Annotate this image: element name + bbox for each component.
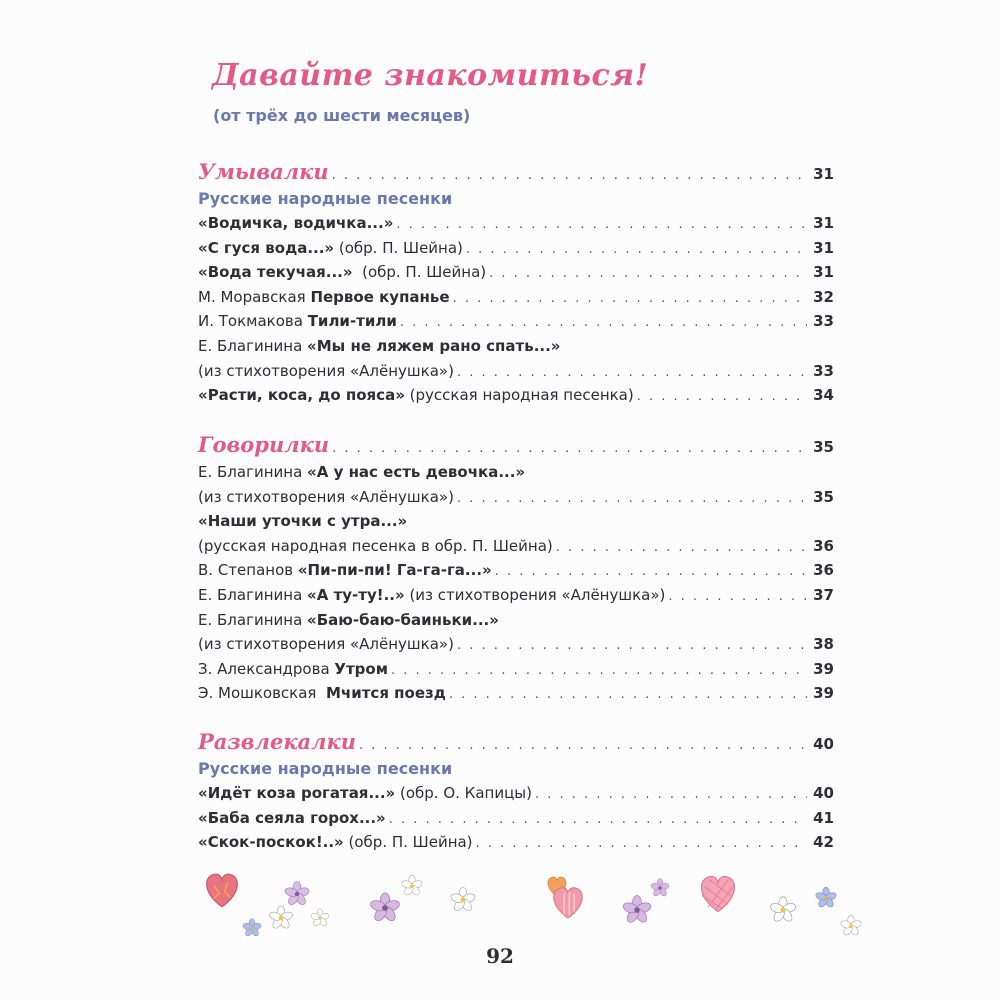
entry-note: (обр. П. Шейна) — [343, 833, 473, 852]
toc-entry-first-line[interactable] — [198, 509, 834, 534]
leader-dots — [535, 783, 807, 808]
toc-entry[interactable] — [198, 781, 834, 806]
toc-entry[interactable] — [198, 558, 834, 583]
entry-author: Э. Мошковская — [198, 684, 326, 703]
toc-entry[interactable] — [198, 211, 834, 236]
page-ref: 41 — [813, 808, 834, 827]
entry-title: «Баба сеяла горох...» — [198, 808, 386, 827]
page-ref: 35 — [813, 487, 834, 506]
heart-icon — [207, 874, 238, 907]
entry-continuation: (из стихотворения «Алёнушка») — [198, 361, 454, 380]
toc-entry[interactable] — [198, 383, 834, 408]
entry-title: Тили-тили — [307, 312, 397, 331]
flower-icon — [622, 896, 652, 925]
entry-title: Мчится поезд — [326, 684, 446, 703]
toc-entry[interactable] — [198, 534, 834, 559]
page-number: 92 — [486, 944, 514, 968]
toc-entry[interactable] — [198, 285, 834, 310]
page-ref: 36 — [813, 561, 834, 580]
entry-author: М. Моравская — [198, 287, 311, 306]
entry-continuation: (русская народная песенка в обр. П. Шейна) — [198, 536, 553, 555]
page-ref: 35 — [813, 438, 834, 456]
leader-dots — [457, 634, 807, 659]
entry-title: «С гуся вода...» — [198, 238, 335, 257]
entry-title: «А ту-ту!..» — [307, 585, 405, 604]
toc-entry[interactable] — [198, 806, 834, 831]
flower-icon — [269, 906, 294, 930]
toc-entry[interactable] — [198, 830, 834, 855]
page-ref: 31 — [813, 238, 834, 257]
section-heading-row[interactable] — [198, 157, 834, 187]
entry-author: Е. Благинина — [198, 585, 308, 604]
toc-entry[interactable] — [198, 260, 834, 285]
toc-entry-first-line[interactable] — [198, 608, 834, 633]
toc-entry[interactable] — [198, 359, 834, 384]
entry-title: «Баю-баю-баиньки...» — [307, 610, 499, 629]
entry-author: Е. Благинина — [198, 610, 308, 629]
page-ref: 36 — [813, 536, 834, 555]
entry-title: «Наши уточки с утра...» — [198, 512, 408, 531]
toc-entry[interactable] — [198, 681, 834, 706]
flower-icon — [310, 909, 330, 928]
page-ref: 34 — [813, 386, 834, 405]
section-heading: Умывалки — [198, 159, 329, 184]
section-umyvalki — [198, 157, 834, 408]
page-ref: 42 — [813, 833, 834, 852]
flower-icon — [369, 893, 400, 923]
leader-dots — [489, 262, 807, 287]
leader-dots — [495, 560, 807, 585]
leader-dots — [400, 311, 807, 336]
entry-author: В. Степанов — [198, 561, 298, 580]
heart-icon — [701, 877, 734, 912]
leader-dots — [668, 585, 807, 610]
leader-dots — [389, 808, 807, 833]
page-ref: 33 — [813, 312, 834, 331]
entry-title: «Водичка, водичка...» — [198, 214, 394, 232]
entry-note: (обр. П. Шейна) — [334, 238, 463, 257]
page-ref: 40 — [813, 735, 834, 753]
leader-dots — [449, 683, 807, 708]
section-razvlekalki — [198, 727, 834, 855]
flower-icon — [650, 879, 670, 898]
entry-title: «Вода текучая...» — [198, 263, 353, 282]
toc-entry[interactable] — [198, 583, 834, 608]
flower-icon — [450, 888, 476, 913]
page-ref: 37 — [813, 585, 834, 604]
entry-title: «А у нас есть девочка...» — [307, 463, 526, 481]
entry-author: И. Токмакова — [198, 312, 308, 331]
toc-entry[interactable] — [198, 485, 834, 510]
page-ref: 39 — [813, 684, 834, 703]
leader-dots — [396, 213, 807, 238]
page-ref: 40 — [813, 784, 834, 802]
leader-dots — [637, 385, 807, 410]
leader-dots — [556, 536, 807, 561]
page-title: Давайте знакомиться! — [212, 58, 649, 93]
entry-author: Е. Благинина — [198, 336, 308, 355]
entry-title: «Скок-поскок!..» — [198, 833, 344, 852]
entry-continuation: (из стихотворения «Алёнушка») — [198, 635, 454, 654]
page-ref: 32 — [813, 287, 834, 306]
page-ref: 31 — [813, 263, 834, 282]
page-ref: 31 — [813, 165, 834, 183]
entry-continuation: (из стихотворения «Алёнушка») — [198, 487, 454, 506]
flower-icon — [815, 887, 837, 908]
section-subheading: Русские народные песенки — [198, 189, 453, 208]
section-heading-row[interactable] — [198, 430, 834, 460]
entry-author: З. Александрова — [198, 659, 335, 678]
entry-title: «Пи-пи-пи! Га-га-га...» — [297, 561, 492, 580]
toc-entry[interactable] — [198, 657, 834, 682]
page-ref: 38 — [813, 635, 834, 654]
section-heading: Говорилки — [198, 432, 330, 457]
section-govorilki — [198, 430, 834, 706]
entry-title: «Мы не ляжем рано спать...» — [307, 336, 561, 355]
entry-note: (обр. О. Капицы) — [395, 784, 532, 802]
leader-dots — [466, 238, 807, 263]
entry-note: (обр. П. Шейна) — [352, 263, 487, 282]
flower-icon — [242, 919, 262, 938]
section-subheading: Русские народные песенки — [198, 759, 453, 778]
toc-entry[interactable] — [198, 236, 834, 261]
leader-dots — [453, 287, 807, 312]
section-heading: Развлекалки — [198, 729, 356, 754]
flower-icon — [840, 915, 862, 936]
entry-title: «Идёт коза рогатая...» — [198, 784, 396, 802]
toc-entry[interactable] — [198, 632, 834, 657]
entry-title: «Расти, коса, до пояса» — [198, 386, 405, 405]
section-heading-row[interactable] — [198, 727, 834, 757]
flower-icon — [769, 897, 797, 923]
entry-author: Е. Благинина — [198, 463, 308, 481]
page-subtitle: (от трёх до шести месяцев) — [213, 106, 471, 125]
leader-dots — [457, 361, 807, 386]
leader-dots — [391, 659, 807, 684]
page-ref: 31 — [813, 214, 834, 232]
entry-note: (русская народная песенка) — [404, 386, 634, 405]
entry-title: Утром — [334, 659, 388, 678]
leader-dots — [457, 487, 807, 512]
entry-note: (из стихотворения «Алёнушка») — [404, 585, 666, 604]
flower-icon — [401, 875, 423, 896]
entry-title: Первое купанье — [310, 287, 450, 306]
page-ref: 33 — [813, 361, 834, 380]
flower-icon — [284, 882, 310, 907]
leader-dots — [476, 832, 807, 857]
heart-icon — [554, 888, 583, 918]
page-ref: 39 — [813, 659, 834, 678]
toc-entry-first-line[interactable] — [198, 334, 834, 359]
decorative-border — [0, 868, 1000, 948]
toc-entry[interactable] — [198, 309, 834, 334]
